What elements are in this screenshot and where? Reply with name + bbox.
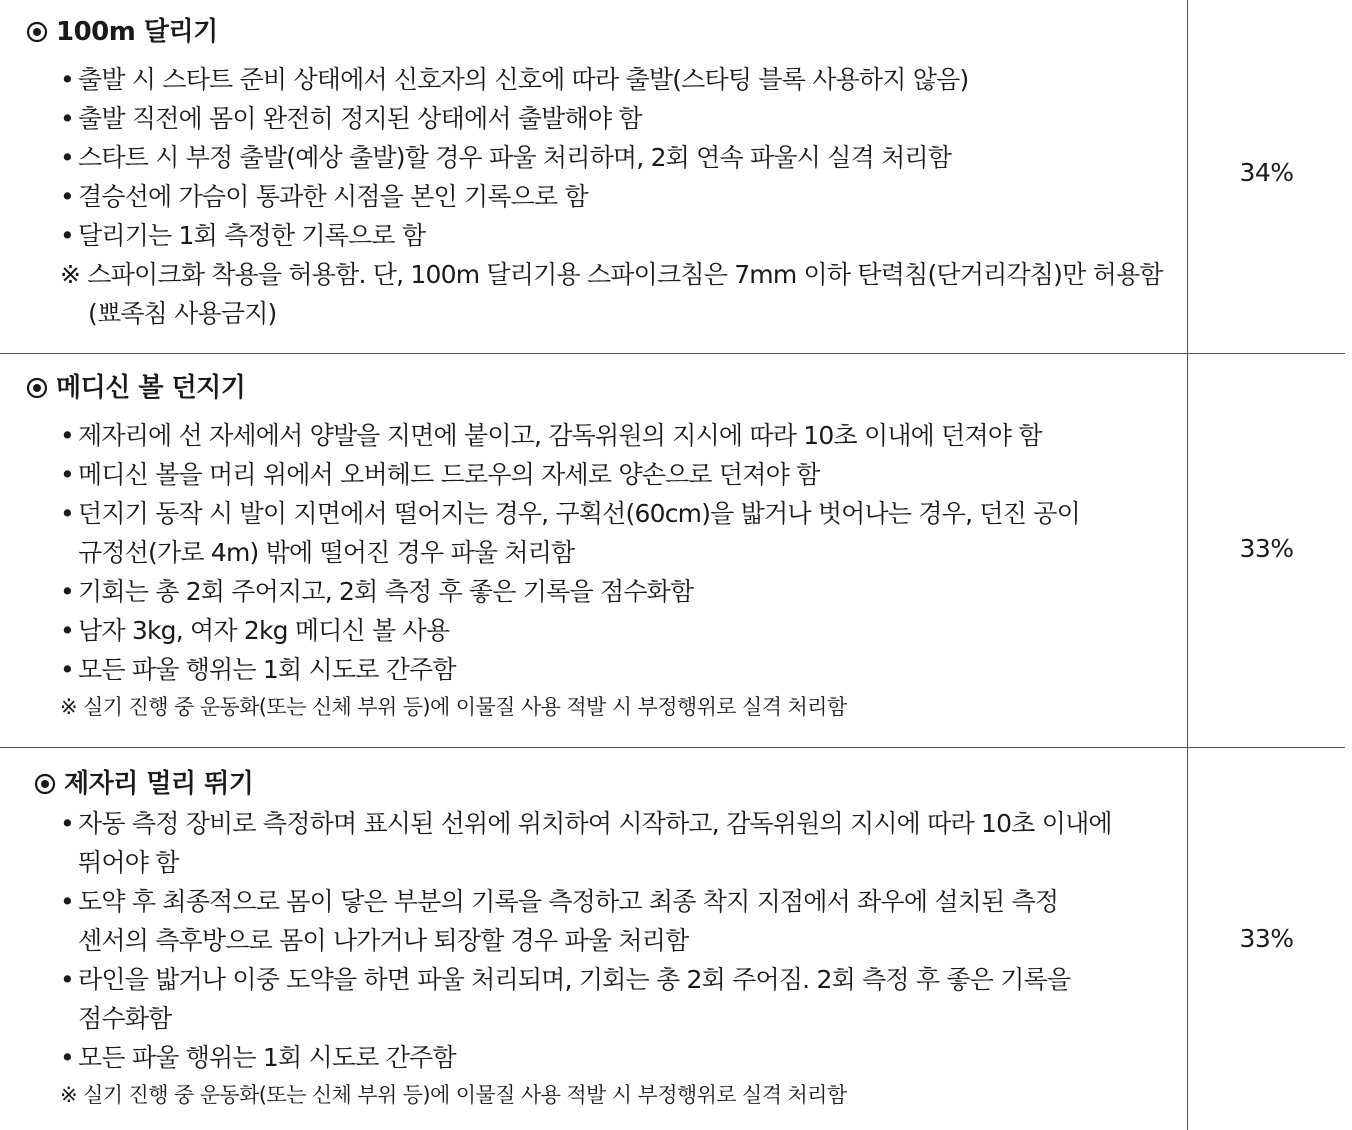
note-line: ※ 스파이크화 착용을 허용함. 단, 100m 달리기용 스파이크침은 7mm 이하 탄력침(단거리각침)만 허용함 — [60, 260, 1163, 289]
section-title — [26, 372, 1176, 404]
list-item-continuation: 점수화함 — [78, 1004, 172, 1033]
list-item: • 스타트 시 부정 출발(예상 출발)할 경우 파울 처리하며, 2회 연속 파울시 실격 처리함 — [60, 143, 952, 172]
list-item: • 라인을 밟거나 이중 도약을 하면 파울 처리되며, 기회는 총 2회 주어짐. 2회 측정 후 좋은 기록을 — [60, 965, 1071, 994]
score-percentage: 33% — [1239, 534, 1294, 563]
list-item: • 남자 3kg, 여자 2kg 메디신 볼 사용 — [60, 616, 450, 645]
list-item: • 메디신 볼을 머리 위에서 오버헤드 드로우의 자세로 양손으로 던져야 함 — [60, 460, 820, 489]
list-item: • 제자리에 선 자세에서 양발을 지면에 붙이고, 감독위원의 지시에 따라 10초 이내에 던져야 함 — [60, 421, 1042, 450]
list-item: • 기회는 총 2회 주어지고, 2회 측정 후 좋은 기록을 점수화함 — [60, 577, 694, 606]
list-item-continuation: 뛰어야 함 — [78, 848, 179, 877]
section-description — [26, 16, 1176, 333]
section-note: ※ 실기 진행 중 운동화(또는 신체 부위 등)에 이물질 사용 적발 시 부정행위로 실격 처리함 — [60, 695, 847, 719]
table-row — [0, 354, 1345, 748]
list-item: • 자동 측정 장비로 측정하며 표시된 선위에 위치하여 시작하고, 감독위원의 지시에 따라 10초 이내에 — [60, 809, 1112, 838]
table-row — [0, 0, 1345, 354]
section-note: ※ 실기 진행 중 운동화(또는 신체 부위 등)에 이물질 사용 적발 시 부정행위로 실격 처리함 — [60, 1083, 847, 1107]
list-item-continuation: 센서의 측후방으로 몸이 나가거나 퇴장할 경우 파울 처리함 — [78, 926, 689, 955]
section-title-text: 100m 달리기 — [56, 17, 218, 47]
rule-list — [26, 804, 1184, 1077]
section-description — [26, 372, 1176, 725]
circled-dot-icon — [26, 21, 48, 43]
list-item: • 모든 파울 행위는 1회 시도로 간주함 — [60, 655, 456, 684]
list-item: • 달리기는 1회 측정한 기록으로 함 — [60, 221, 426, 250]
circled-dot-icon — [34, 773, 56, 795]
list-item: • 도약 후 최종적으로 몸이 닿은 부분의 기록을 측정하고 최종 착지 지점에서 좌우에 설치된 측정 — [60, 887, 1059, 916]
section-title — [26, 16, 1176, 48]
section-title-text: 메디신 볼 던지기 — [56, 373, 246, 403]
circled-dot-icon — [26, 377, 48, 399]
note-line: (뾰족침 사용금지) — [88, 299, 277, 328]
table-row — [0, 748, 1345, 1130]
rule-list — [26, 60, 1176, 255]
list-item: • 출발 시 스타트 준비 상태에서 신호자의 신호에 따라 출발(스타팅 블록 사용하지 않음) — [60, 65, 969, 94]
list-item: • 출발 직전에 몸이 완전히 정지된 상태에서 출발해야 함 — [60, 104, 642, 133]
section-note — [26, 255, 1176, 333]
rule-list — [26, 416, 1176, 689]
list-item: • 모든 파울 행위는 1회 시도로 간주함 — [60, 1043, 456, 1072]
section-title-text: 제자리 멀리 뛰기 — [64, 769, 254, 799]
score-percentage: 34% — [1239, 158, 1294, 187]
section-description — [34, 768, 1184, 1113]
score-percentage: 33% — [1239, 924, 1294, 953]
list-item-continuation: 규정선(가로 4m) 밖에 떨어진 경우 파울 처리함 — [78, 538, 575, 567]
list-item: • 던지기 동작 시 발이 지면에서 떨어지는 경우, 구획선(60cm)을 밟거나 벗어나는 경우, 던진 공이 — [60, 499, 1080, 528]
list-item: • 결승선에 가슴이 통과한 시점을 본인 기록으로 함 — [60, 182, 588, 211]
section-title — [34, 768, 1184, 800]
